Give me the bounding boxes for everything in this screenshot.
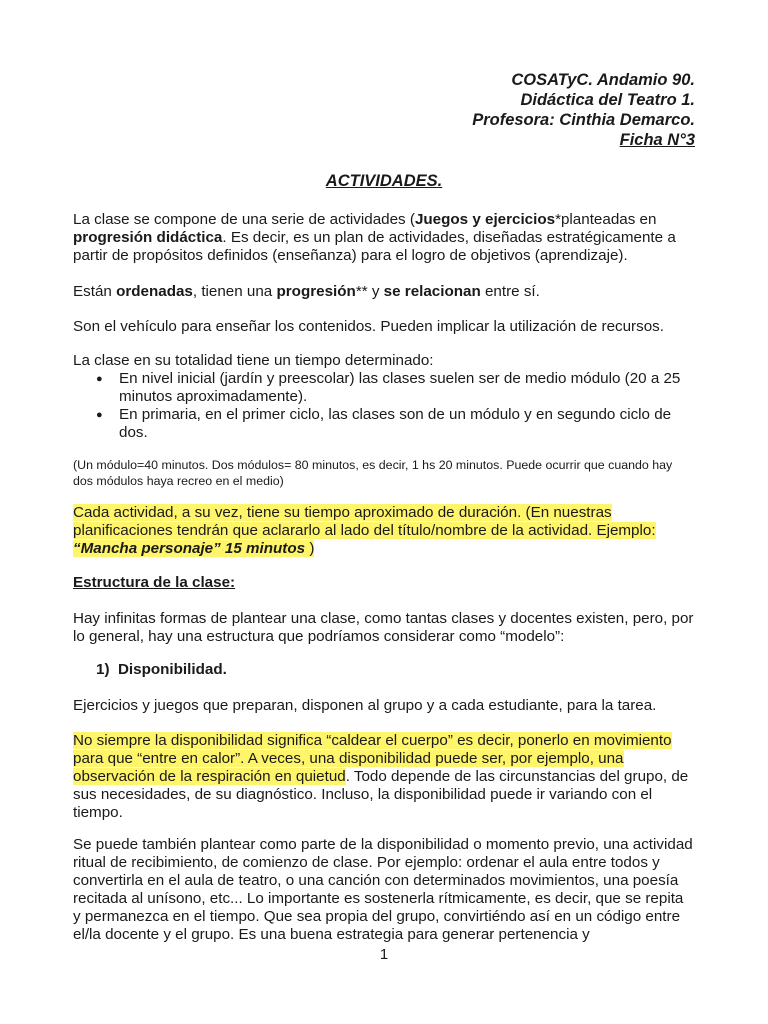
paragraph-exercises: Ejercicios y juegos que preparan, disponen al grupo y a cada estudiante, para la tarea.	[73, 697, 657, 714]
paragraph-structure: Hay infinitas formas de plantear una clase, como tantas clases y docentes existen, pero, por lo general, hay una estructura que podríamos considerar como “modelo”:	[73, 610, 694, 645]
text: La clase se compone de una serie de actividades (	[73, 211, 415, 228]
page-number: 1	[379, 946, 389, 963]
paragraph-order	[73, 283, 695, 301]
highlighted-text: )	[305, 540, 315, 557]
paragraph-intro	[73, 211, 695, 265]
bold-text: ordenadas	[116, 283, 193, 300]
header-course: Didáctica del Teatro 1.	[520, 91, 695, 109]
text: entre sí.	[480, 283, 540, 300]
bold-text: progresión didáctica	[73, 229, 223, 246]
paragraph-vehicle: Son el vehículo para enseñar los contenidos. Pueden implicar la utilización de recursos.	[73, 318, 664, 335]
list-item: ● En primaria, en el primer ciclo, las clases son de un módulo y en segundo ciclo de dos.	[73, 406, 695, 442]
bold-text: Juegos y ejercicios	[414, 211, 556, 228]
module-note: (Un módulo=40 minutos. Dos módulos= 80 minutos, es decir, 1 hs 20 minutos. Puede ocurrir que cuando hay dos módulos haya recreo en el medio)	[73, 458, 673, 488]
time-list	[73, 370, 695, 442]
paragraph-ritual: Se puede también plantear como parte de la disponibilidad o momento previo, una actividad ritual de recibimiento, de comienzo de clase. Por ejemplo: ordenar el aula entre todos y convertirla en el aula de teatro, o una canción con determinados movimientos, una poesía recitada al unísono, etc... Lo importante es sostenerla rítmicamente, es decir, que se repita y permanezca en el tiempo. Que sea propia del grupo, convirtiéndo así en un código entre el/la docente y el grupo. Es una buena estrategia para generar pertenencia y	[73, 836, 693, 943]
list-item: ● En nivel inicial (jardín y preescolar) las clases suelen ser de medio módulo (20 a 25 minutos aproximadamente).	[73, 370, 695, 406]
highlighted-example: “Mancha personaje” 15 minutos	[73, 540, 306, 557]
header-teacher: Profesora: Cinthia Demarco.	[472, 111, 695, 129]
highlighted-text: Cada actividad, a su vez, tiene su tiempo aproximado de duración. (En nuestras planificaciones tendrán que aclararlo al lado del título/nombre de la actividad. Ejemplo:	[73, 504, 656, 539]
bold-text: progresión	[276, 283, 356, 300]
header-sheet-number: Ficha N°3	[619, 131, 695, 149]
text: , tienen una	[192, 283, 277, 300]
paragraph-duration	[73, 504, 695, 558]
bold-text: se relacionan	[383, 283, 481, 300]
text: Están	[73, 283, 117, 300]
text: . Todo depende de las circunstancias del grupo, de sus necesidades, de su diagnóstico. Incluso, la disponibilidad puede ir variando con el tiempo.	[73, 768, 689, 821]
item-number: 1)	[96, 661, 110, 678]
paragraph-availability	[73, 732, 695, 822]
numbered-heading-availability	[73, 661, 695, 679]
text: *planteadas en	[555, 211, 657, 228]
header-institution: COSATyC. Andamio 90.	[511, 71, 695, 89]
item-label: Disponibilidad.	[117, 661, 227, 678]
highlighted-text: No siempre la disponibilidad significa “caldear el cuerpo” es decir, ponerlo en movimiento para que “entre en calor”. A veces, una disponibilidad puede ser, por ejemplo, una observación de la respiración en quietud	[73, 732, 672, 785]
text: . Es decir, es un plan de actividades, diseñadas estratégicamente a partir de propósitos definidos (enseñanza) para el logro de objetivos (aprendizaje).	[73, 229, 676, 264]
document-header	[472, 70, 695, 150]
paragraph-time: La clase en su totalidad tiene un tiempo determinado:	[73, 352, 434, 369]
text: ** y	[355, 283, 384, 300]
document-page	[73, 0, 695, 1024]
page-title: ACTIVIDADES.	[325, 172, 443, 190]
section-heading-structure: Estructura de la clase:	[73, 574, 236, 591]
